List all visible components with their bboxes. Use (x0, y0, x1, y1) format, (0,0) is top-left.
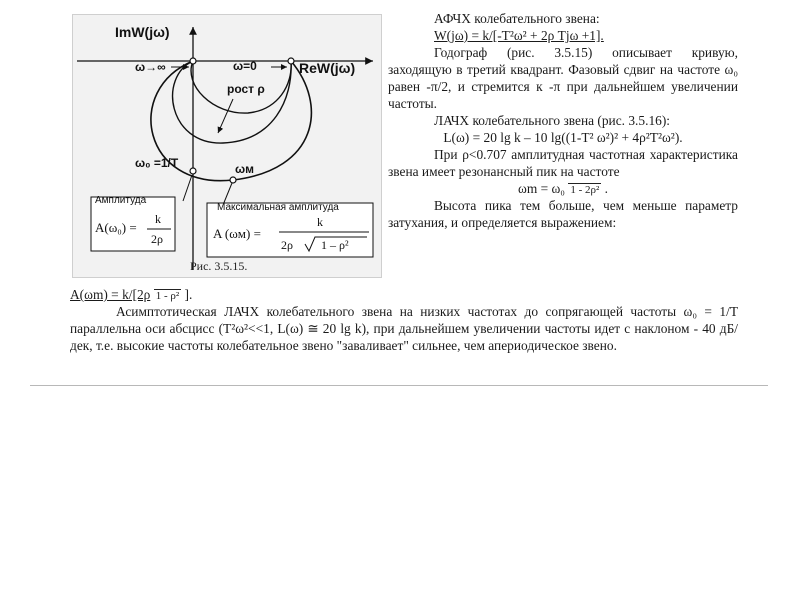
amp-box-title: Амплитуда (95, 195, 147, 206)
afchx-heading: АФЧХ колебательного звена: (434, 11, 600, 26)
formula-a-omegam (70, 286, 738, 303)
origin-point (190, 58, 196, 64)
x-axis-label: ReW(jω) (299, 60, 356, 76)
growth-arrow (218, 99, 233, 133)
max-formula-lhs: A (ωм) = (213, 226, 261, 241)
max-box-title: Максимальная амплитуда (217, 202, 339, 213)
omega0-point (190, 168, 196, 174)
max-formula-num: k (317, 215, 323, 229)
omega-zero-label: ω=0 (233, 59, 257, 73)
formula-w: W(jω) = k/[-T²ω² + 2ρ Tjω +1]. (434, 28, 604, 43)
amp-formula-lhs: A(ω₀) = (95, 220, 137, 235)
formula-omegam-lhs: ωm = ω₀ (518, 181, 565, 196)
max-formula-den-a: 2ρ (281, 238, 293, 252)
right-text-column (388, 10, 738, 231)
formula-omegam (388, 180, 738, 197)
omega-zero-point (288, 58, 294, 64)
bottom-text-block (70, 286, 738, 354)
y-axis-label: ImW(jω) (115, 24, 170, 40)
amp-formula-num: k (155, 212, 161, 226)
amp-formula-den: 2ρ (151, 232, 163, 246)
omegam-point (230, 177, 236, 183)
formula-a-omegam-sqrt: 1 - ρ² (155, 290, 180, 302)
omegam-label: ωм (235, 162, 255, 176)
figure-caption: Рис. 3.5.15. (190, 259, 248, 273)
formula-omegam-sqrt: 1 - 2ρ² (570, 184, 600, 196)
omega0-label: ω₀ =1/T (135, 156, 179, 170)
omega-inf-label: ω→∞ (135, 60, 166, 74)
formula-omegam-end: . (604, 181, 608, 196)
amp-pointer (183, 175, 192, 201)
formula-a-omegam-lhs: A(ωm) = k/[2ρ (70, 287, 151, 302)
figure-hodograph (72, 14, 382, 278)
growth-label: рост ρ (227, 82, 265, 96)
lachx-heading: ЛАЧХ колебательного звена (рис. 3.5.16): (434, 113, 671, 128)
peak-paragraph: Высота пика тем больше, чем меньше параметр затухания, и определяется выражением: (388, 198, 738, 230)
formula-a-omegam-end: ]. (184, 287, 193, 302)
asymptotic-paragraph: Асимптотическая ЛАЧХ колебательного звена на низких частотах до сопрягающей частоты ω₀ = 1/T параллельна оси абсцисс (T²ω²<<1, L(ω) ≅ 20 lg k), при дальнейшем увеличении частоты идет с наклоном - 40 дБ/дек, т.е. высокие частоты колебательное звено "заваливает" сильнее, чем апериодическое звено. (70, 304, 738, 353)
formula-l: L(ω) = 20 lg k – 10 lg((1-T² ω²)² + 4ρ²T²ω²). (443, 130, 683, 145)
page-divider (30, 385, 768, 386)
hodograph-paragraph: Годограф (рис. 3.5.15) описывает кривую, заходящую в третий квадрант. Фазовый сдвиг на частоте ω₀ равен -π/2, и стремится к -π при дальнейшем увеличении частоты. (388, 45, 738, 111)
resonance-paragraph: При ρ<0.707 амплитудная частотная характеристика звена имеет резонансный пик на частоте (388, 147, 738, 179)
hodograph-plot (73, 15, 381, 277)
max-formula-den-b: 1 – ρ² (321, 238, 349, 252)
